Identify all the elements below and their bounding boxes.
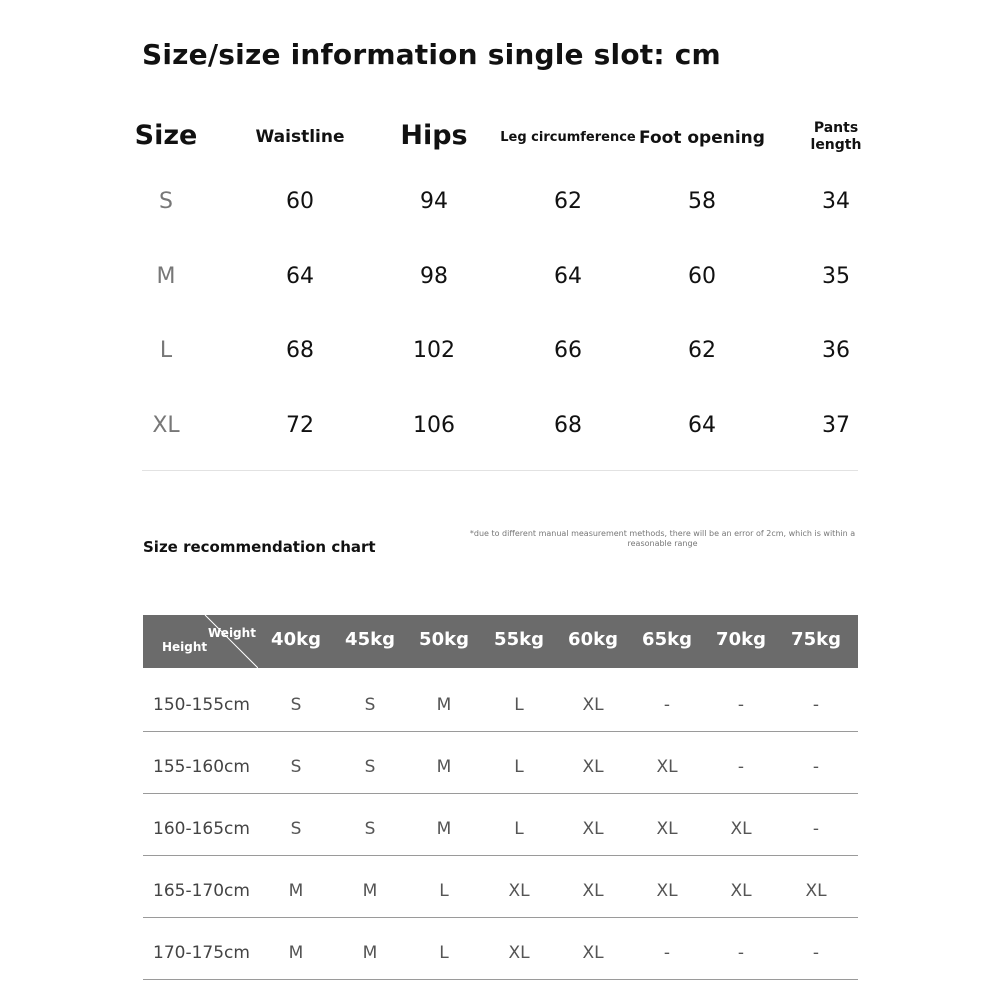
waist-cell: 72	[286, 413, 314, 438]
length-cell: 36	[822, 338, 850, 363]
leg-cell: 64	[554, 264, 582, 289]
size-rec-cell: L	[514, 757, 524, 777]
hips-cell: 94	[420, 189, 448, 214]
size-rec-cell: -	[812, 757, 820, 777]
row-divider	[143, 731, 858, 732]
size-cell: M	[156, 264, 176, 289]
header-size: Size	[134, 120, 198, 151]
page-title: Size/size information single slot: cm	[142, 38, 721, 71]
weight-header: 55kg	[494, 629, 544, 650]
size-rec-cell: L	[439, 943, 449, 963]
foot-cell: 58	[688, 189, 716, 214]
size-rec-cell: XL	[582, 757, 604, 777]
hips-cell: 102	[413, 338, 455, 363]
header-pants-length-line1: Pants	[813, 120, 859, 136]
size-rec-cell: S	[290, 819, 302, 839]
size-rec-cell: -	[737, 695, 745, 715]
foot-cell: 64	[688, 413, 716, 438]
size-rec-cell: M	[288, 881, 304, 901]
size-table-divider	[142, 470, 858, 471]
size-rec-cell: XL	[656, 881, 678, 901]
size-rec-cell: M	[362, 881, 378, 901]
size-rec-cell: L	[439, 881, 449, 901]
header-hips: Hips	[400, 120, 468, 151]
corner-weight-label: Weight	[208, 626, 256, 640]
size-cell: S	[159, 189, 173, 214]
height-cell: 155-160cm	[153, 757, 250, 777]
size-rec-cell: -	[663, 695, 671, 715]
row-divider	[143, 855, 858, 856]
length-cell: 34	[822, 189, 850, 214]
measurement-note-line1: *due to different manual measurement methods, there will be an error of 2cm, which is within a	[469, 529, 856, 538]
foot-cell: 60	[688, 264, 716, 289]
header-waistline: Waistline	[255, 127, 345, 147]
hips-cell: 106	[413, 413, 455, 438]
diagonal-line	[205, 615, 258, 668]
leg-cell: 68	[554, 413, 582, 438]
size-rec-cell: XL	[656, 757, 678, 777]
size-rec-cell: -	[663, 943, 671, 963]
row-divider	[143, 979, 858, 980]
size-rec-cell: -	[812, 943, 820, 963]
length-cell: 37	[822, 413, 850, 438]
size-rec-cell: S	[364, 695, 376, 715]
weight-header: 45kg	[345, 629, 395, 650]
size-rec-cell: XL	[582, 881, 604, 901]
size-rec-cell: XL	[582, 819, 604, 839]
size-rec-cell: XL	[730, 819, 752, 839]
size-rec-cell: XL	[508, 943, 530, 963]
weight-header: 40kg	[271, 629, 321, 650]
row-divider	[143, 917, 858, 918]
size-rec-cell: M	[436, 757, 452, 777]
height-cell: 165-170cm	[153, 881, 250, 901]
measurement-note-line2: reasonable range	[627, 539, 698, 548]
height-cell: 150-155cm	[153, 695, 250, 715]
row-divider	[143, 793, 858, 794]
size-rec-cell: M	[362, 943, 378, 963]
weight-header: 65kg	[642, 629, 692, 650]
length-cell: 35	[822, 264, 850, 289]
size-rec-cell: M	[436, 819, 452, 839]
size-rec-cell: -	[737, 943, 745, 963]
leg-cell: 66	[554, 338, 582, 363]
size-rec-cell: -	[812, 819, 820, 839]
size-rec-cell: XL	[805, 881, 827, 901]
size-cell: L	[159, 338, 173, 363]
size-rec-cell: S	[290, 757, 302, 777]
size-cell: XL	[152, 413, 180, 438]
weight-header: 70kg	[716, 629, 766, 650]
size-rec-cell: S	[364, 757, 376, 777]
measurement-note	[440, 529, 885, 549]
size-rec-cell: L	[514, 819, 524, 839]
size-rec-cell: XL	[582, 943, 604, 963]
header-pants-length	[756, 120, 916, 154]
weight-header: 50kg	[419, 629, 469, 650]
size-rec-cell: M	[436, 695, 452, 715]
foot-cell: 62	[688, 338, 716, 363]
header-leg-circumference: Leg circumference	[500, 130, 636, 145]
recommendation-title: Size recommendation chart	[143, 538, 376, 556]
header-pants-length-line2: length	[810, 137, 862, 153]
waist-cell: 60	[286, 189, 314, 214]
size-rec-cell: L	[514, 695, 524, 715]
size-rec-cell: M	[288, 943, 304, 963]
size-rec-cell: XL	[656, 819, 678, 839]
size-rec-cell: XL	[508, 881, 530, 901]
size-rec-cell: XL	[730, 881, 752, 901]
size-rec-cell: -	[737, 757, 745, 777]
corner-height-label: Height	[162, 640, 208, 654]
size-rec-cell: -	[812, 695, 820, 715]
leg-cell: 62	[554, 189, 582, 214]
height-cell: 160-165cm	[153, 819, 250, 839]
hips-cell: 98	[420, 264, 448, 289]
size-rec-cell: XL	[582, 695, 604, 715]
waist-cell: 68	[286, 338, 314, 363]
size-rec-cell: S	[364, 819, 376, 839]
waist-cell: 64	[286, 264, 314, 289]
size-rec-cell: S	[290, 695, 302, 715]
height-cell: 170-175cm	[153, 943, 250, 963]
weight-header: 60kg	[568, 629, 618, 650]
header-foot-opening: Foot opening	[639, 128, 765, 148]
weight-header: 75kg	[791, 629, 841, 650]
